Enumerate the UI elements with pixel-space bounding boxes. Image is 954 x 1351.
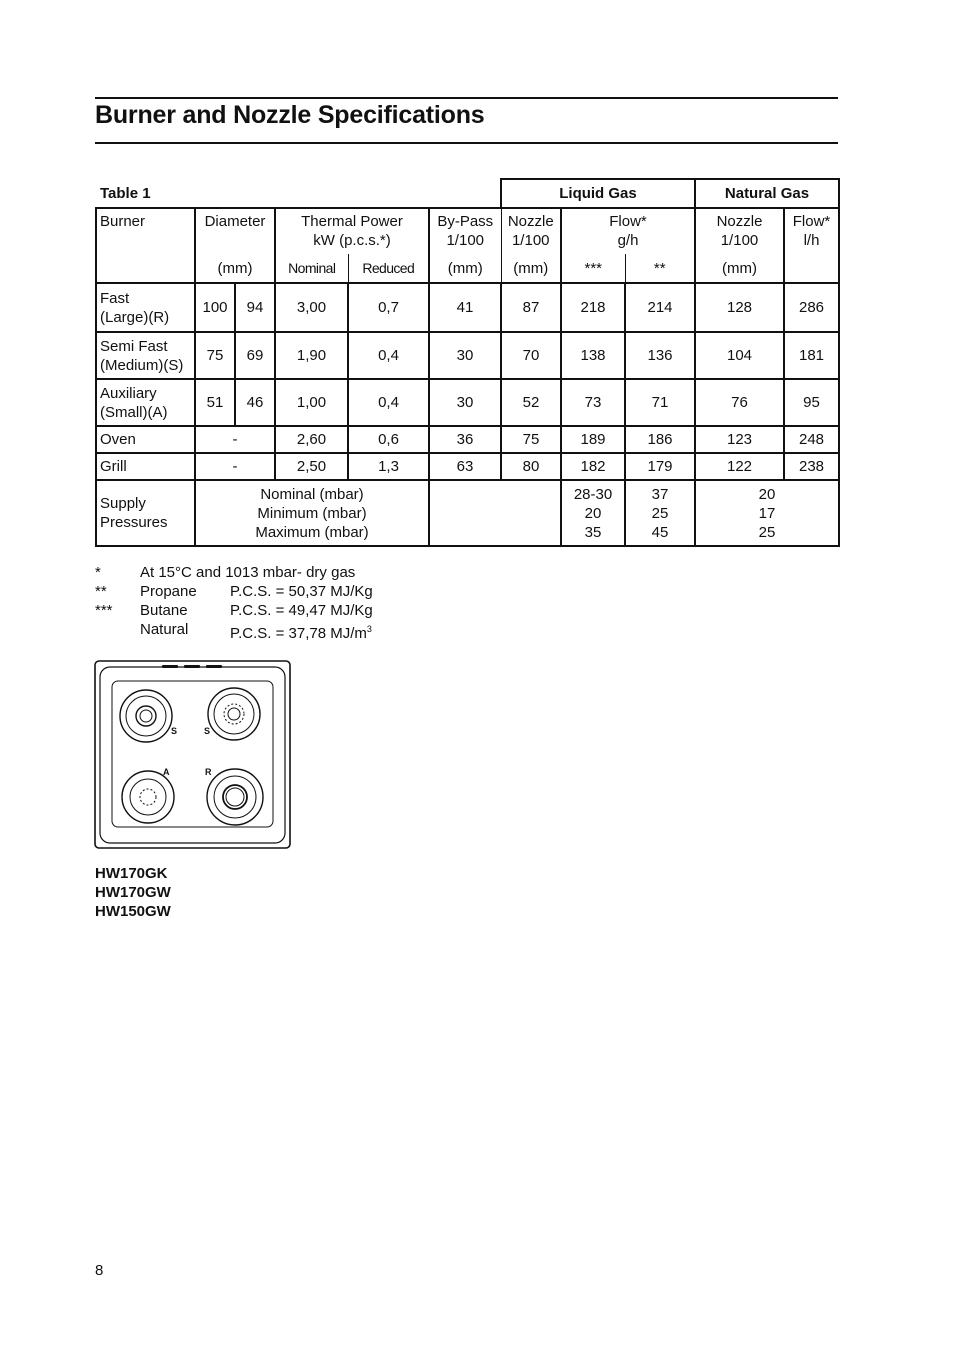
nominal-power-cell: 2,60 (275, 426, 348, 453)
table-row (96, 332, 839, 379)
burner-name: Fast (100, 289, 130, 307)
burner-nozzle-spec-table (95, 178, 840, 547)
diameter-a-cell: 100 (195, 283, 235, 332)
burner-label-s-left: S (171, 726, 178, 736)
diameter-column-header: Diameter (195, 208, 275, 254)
footnote-mark (95, 620, 140, 639)
propane-pressures-cell (625, 480, 695, 546)
ng-nozzle-cell: 128 (695, 283, 784, 332)
empty-pressure-cell (429, 480, 561, 546)
lg-nozzle-cell: 80 (501, 453, 561, 480)
footnote (95, 563, 373, 582)
footnotes (95, 563, 373, 642)
thermal-power-label: Thermal Power (301, 213, 403, 230)
model-name: HW170GK (95, 865, 168, 882)
ng-flow-cell: 181 (784, 332, 839, 379)
lg-flow-label: Flow* (609, 213, 647, 230)
burner-size: (Large)(R) (100, 308, 170, 326)
burner-label-s-right: S (204, 726, 211, 736)
burner-name: Oven (96, 426, 195, 453)
burner-label-a: A (163, 767, 170, 777)
footnote-gas: Butane (140, 602, 188, 619)
footnote (95, 582, 373, 601)
ng-nozzle-cell: 76 (695, 379, 784, 426)
ng-flow-unit: l/h (803, 232, 820, 249)
butane-nominal: 28-30 (573, 485, 613, 503)
maximum-pressure-label: Maximum (mbar) (255, 523, 369, 541)
lg-flow-propane-cell: 179 (625, 453, 695, 480)
reduced-power-cell: 0,7 (348, 283, 429, 332)
lg-flow-propane-cell: 136 (625, 332, 695, 379)
ng-nozzle-unit: (mm) (695, 254, 784, 283)
nominal-power-cell: 3,00 (275, 283, 348, 332)
burner-name: Semi Fast (100, 337, 168, 355)
model-name: HW150GW (95, 903, 171, 920)
footnote-superscript: 3 (366, 624, 372, 634)
footnote-gas: Natural (140, 621, 189, 638)
page-title: Burner and Nozzle Specifications (95, 101, 485, 129)
burner-name: Auxiliary (100, 384, 157, 402)
ng-flow-cell: 248 (784, 426, 839, 453)
burner-rapid-icon (207, 769, 263, 825)
ng-nozzle-cell: 104 (695, 332, 784, 379)
ng-nozzle-cell: 123 (695, 426, 784, 453)
table-row (96, 426, 839, 453)
lg-flow-butane-cell: 182 (561, 453, 625, 480)
model-list (95, 864, 171, 921)
lg-nozzle-label: Nozzle (507, 213, 554, 230)
diameter-cell: - (195, 453, 275, 480)
lg-flow-butane-cell: 73 (561, 379, 625, 426)
minimum-pressure-label: Minimum (mbar) (257, 504, 367, 522)
propane-maximum: 45 (651, 523, 669, 541)
diameter-unit: (mm) (195, 254, 275, 283)
lg-nozzle-cell: 87 (501, 283, 561, 332)
bypass-label: By-Pass (437, 213, 494, 230)
control-slots (162, 665, 222, 668)
ng-flow-label: Flow* (792, 213, 831, 230)
lg-nozzle-cell: 52 (501, 379, 561, 426)
table-row (96, 453, 839, 480)
control-slot (206, 665, 222, 668)
supply-pressures-label (96, 480, 195, 546)
ng-flow-cell: 286 (784, 283, 839, 332)
burner-name-cell (96, 379, 195, 426)
propane-nominal: 37 (651, 485, 669, 503)
bypass-cell: 30 (429, 332, 501, 379)
liquid-gas-group-header: Liquid Gas (501, 179, 695, 208)
control-slot (162, 665, 178, 668)
lg-flow-butane-cell: 218 (561, 283, 625, 332)
butane-maximum: 35 (584, 523, 602, 541)
table-caption: Table 1 (100, 184, 151, 202)
hob-cooktop-area (112, 681, 273, 827)
lg-flow-unit: g/h (617, 232, 639, 249)
footnote-mark: *** (95, 602, 113, 619)
burner-name-cell (96, 283, 195, 332)
lg-nozzle-cell: 70 (501, 332, 561, 379)
diameter-b-cell: 46 (235, 379, 275, 426)
ng-flow-cell: 238 (784, 453, 839, 480)
burner-name-cell (96, 332, 195, 379)
hob-outer-frame (95, 661, 290, 848)
propane-minimum: 25 (651, 504, 669, 522)
footnote-mark: ** (95, 583, 107, 600)
reduced-power-cell: 0,4 (348, 379, 429, 426)
lg-nozzle-column-header (501, 208, 561, 254)
title-top-rule (95, 97, 838, 99)
natural-maximum: 25 (758, 523, 776, 541)
footnote-value: P.C.S. = 50,37 MJ/Kg (230, 583, 373, 600)
bypass-cell: 30 (429, 379, 501, 426)
reduced-power-cell: 1,3 (348, 453, 429, 480)
reduced-power-cell: 0,6 (348, 426, 429, 453)
reduced-power-cell: 0,4 (348, 332, 429, 379)
butane-minimum: 20 (584, 504, 602, 522)
ng-nozzle-cell: 122 (695, 453, 784, 480)
burner-size: (Small)(A) (100, 403, 168, 421)
diameter-a-cell: 51 (195, 379, 235, 426)
diameter-b-cell: 94 (235, 283, 275, 332)
bypass-unit: (mm) (429, 254, 501, 283)
lg-flow-butane-subheader: *** (561, 254, 625, 283)
bypass-cell: 36 (429, 426, 501, 453)
hob-inner-frame (100, 667, 285, 843)
burner-name: Grill (96, 453, 195, 480)
hob-layout-diagram (94, 659, 292, 851)
burner-auxiliary-icon (122, 771, 174, 823)
pressures-label: Pressures (100, 514, 168, 531)
lg-flow-column-header (561, 208, 695, 254)
nominal-pressure-label: Nominal (mbar) (260, 485, 364, 503)
lg-flow-propane-subheader: ** (625, 254, 695, 283)
footnote-value-text: P.C.S. = 37,78 MJ/m (230, 625, 367, 642)
diameter-b-cell: 69 (235, 332, 275, 379)
ng-nozzle-label: Nozzle (716, 213, 763, 230)
burner-size: (Medium)(S) (100, 356, 184, 374)
natural-pressures-cell (695, 480, 839, 546)
natural-minimum: 17 (758, 504, 776, 522)
footnote-value (230, 620, 372, 642)
burner-top-right-icon (208, 688, 260, 740)
lg-flow-propane-cell: 71 (625, 379, 695, 426)
pressure-types-cell (195, 480, 429, 546)
footnote (95, 601, 373, 620)
footnote-text: At 15°C and 1013 mbar- dry gas (140, 564, 356, 581)
bypass-cell: 63 (429, 453, 501, 480)
nominal-subheader: Nominal (275, 254, 348, 283)
reduced-subheader: Reduced (348, 254, 429, 283)
table-row (96, 283, 839, 332)
natural-nominal: 20 (758, 485, 776, 503)
ng-flow-column-header (784, 208, 839, 283)
lg-flow-propane-cell: 186 (625, 426, 695, 453)
ng-nozzle-column-header (695, 208, 784, 254)
nominal-power-cell: 1,90 (275, 332, 348, 379)
lg-flow-butane-cell: 189 (561, 426, 625, 453)
lg-nozzle-unit: (mm) (501, 254, 561, 283)
footnote-mark: * (95, 564, 101, 581)
bypass-cell: 41 (429, 283, 501, 332)
bypass-fraction: 1/100 (446, 232, 485, 249)
footnote-gas: Propane (140, 583, 197, 600)
lg-flow-propane-cell: 214 (625, 283, 695, 332)
lg-nozzle-fraction: 1/100 (511, 232, 550, 249)
burner-column-header: Burner (96, 208, 195, 283)
burner-top-left-icon (120, 690, 172, 742)
nominal-power-cell: 1,00 (275, 379, 348, 426)
footnote (95, 620, 373, 642)
model-name: HW170GW (95, 884, 171, 901)
supply-label: Supply (100, 495, 146, 512)
bypass-column-header (429, 208, 501, 254)
ng-flow-cell: 95 (784, 379, 839, 426)
ng-nozzle-fraction: 1/100 (720, 232, 759, 249)
page-number: 8 (95, 1262, 104, 1279)
control-slot (184, 665, 200, 668)
thermal-power-unit: kW (p.c.s.*) (313, 232, 391, 249)
lg-flow-butane-cell: 138 (561, 332, 625, 379)
diameter-cell: - (195, 426, 275, 453)
butane-pressures-cell (561, 480, 625, 546)
footnote-value: P.C.S. = 49,47 MJ/Kg (230, 602, 373, 619)
title-bottom-rule (95, 142, 838, 144)
thermal-power-column-header (275, 208, 429, 254)
supply-pressures-row (96, 480, 839, 546)
nominal-power-cell: 2,50 (275, 453, 348, 480)
lg-nozzle-cell: 75 (501, 426, 561, 453)
table-row (96, 379, 839, 426)
burner-label-r: R (205, 767, 212, 777)
natural-gas-group-header: Natural Gas (695, 179, 839, 208)
diameter-a-cell: 75 (195, 332, 235, 379)
